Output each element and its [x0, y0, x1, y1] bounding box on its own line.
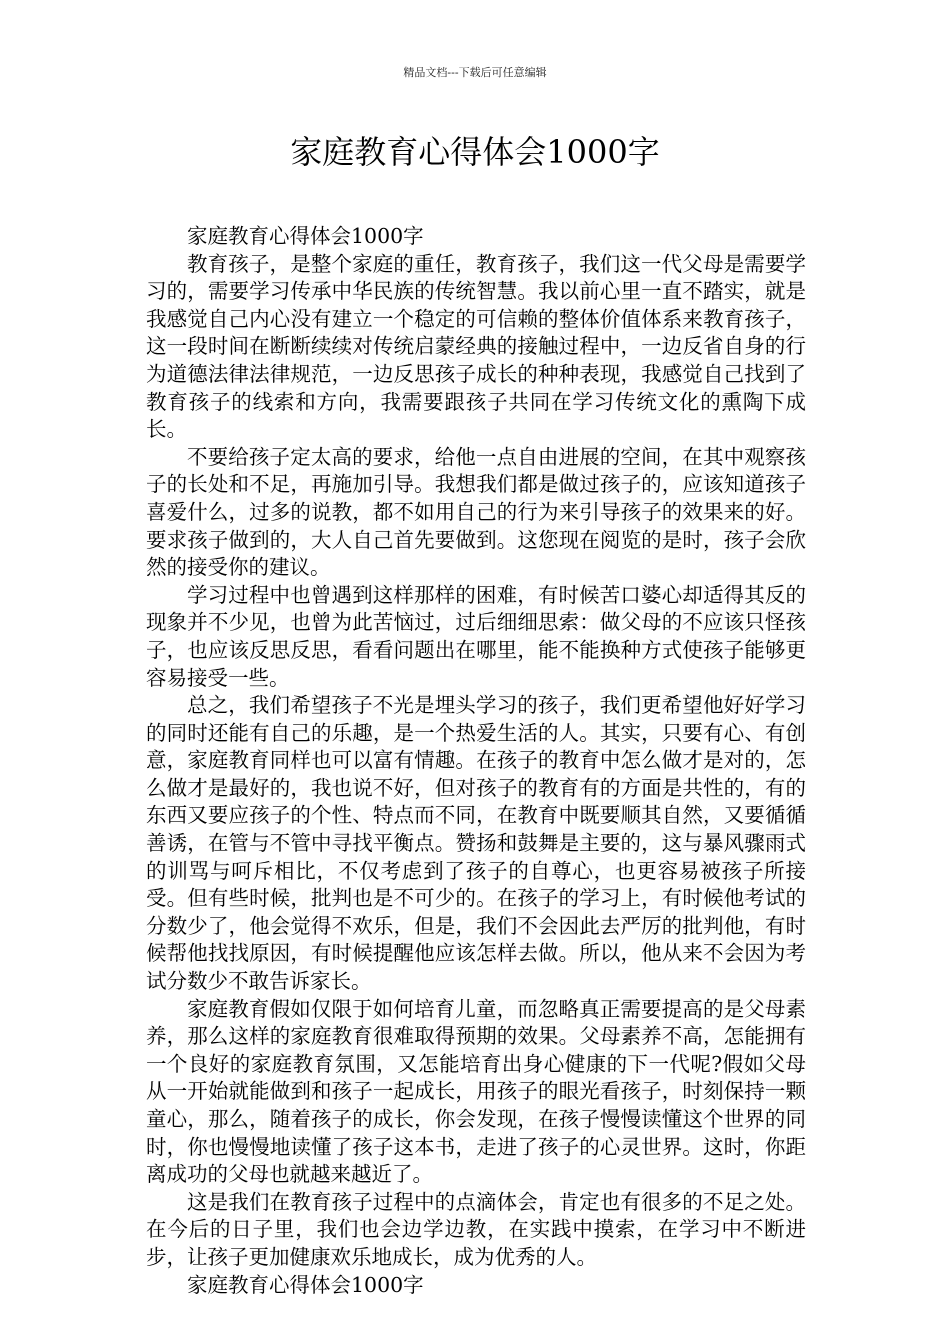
document-body	[146, 223, 806, 1299]
body-subtitle: 家庭教育心得体会1000字	[187, 224, 424, 248]
paragraph-2: 不要给孩子定太高的要求，给他一点自由进展的空间，在其中观察孩子的长处和不足，再施加引导。我想我们都是做过孩子的，应该知道孩子喜爱什么，过多的说教，都不如用自己的行为来引导孩子的效果来的好。要求孩子做到的，大人自己首先要做到。这您现在阅览的是时，孩子会欣然的接受你的建议。	[146, 444, 806, 580]
document-title: 家庭教育心得体会1000字	[290, 133, 660, 171]
footer-line: 家庭教育心得体会1000字	[187, 1272, 424, 1297]
header-note: 精品文档---下载后可任意编辑	[403, 66, 547, 79]
paragraph-1: 教育孩子，是整个家庭的重任，教育孩子，我们这一代父母是需要学习的，需要学习传承中华民族的传统智慧。我以前心里一直不踏实，就是我感觉自己内心没有建立一个稳定的可信赖的整体价值体系来教育孩子，这一段时间在断断续续对传统启蒙经典的接触过程中，一边反省自身的行为道德法律法律规范，一边反思孩子成长的种种表现，我感觉自己找到了教育孩子的线索和方向，我需要跟孩子共同在学习传统文化的熏陶下成长。	[146, 251, 806, 442]
paragraph-4: 总之，我们希望孩子不光是埋头学习的孩子，我们更希望他好好学习的同时还能有自己的乐趣，是一个热爱生活的人。其实，只要有心、有创意，家庭教育同样也可以富有情趣。在孩子的教育中怎么做才是对的，怎么做才是最好的，我也说不好，但对孩子的教育有的方面是共性的，有的东西又要应孩子的个性、特点而不同，在教育中既要顺其自然，又要循循善诱，在管与不管中寻找平衡点。赞扬和鼓舞是主要的，这与暴风骤雨式的训骂与呵斥相比，不仅考虑到了孩子的自尊心，也更容易被孩子所接受。但有些时候，批判也是不可少的。在孩子的学习上，有时候他考试的分数少了，他会觉得不欢乐，但是，我们不会因此去严厉的批判他，有时候帮他找找原因，有时候提醒他应该怎样去做。所以，他从来不会因为考试分数少不敢告诉家长。	[146, 693, 806, 994]
paragraph-3: 学习过程中也曾遇到这样那样的困难，有时候苦口婆心却适得其反的现象并不少见，也曾为此苦恼过，过后细细思索：做父母的不应该只怪孩子，也应该反思反思，看看问题出在哪里，能不能换种方式使孩子能够更容易接受一些。	[146, 582, 806, 690]
paragraph-6: 这是我们在教育孩子过程中的点滴体会，肯定也有很多的不足之处。在今后的日子里，我们也会边学边教，在实践中摸索，在学习中不断进步，让孩子更加健康欢乐地成长，成为优秀的人。	[146, 1189, 806, 1269]
paragraph-5: 家庭教育假如仅限于如何培育儿童，而忽略真正需要提高的是父母素养，那么这样的家庭教育很难取得预期的效果。父母素养不高，怎能拥有一个良好的家庭教育氛围，又怎能培育出身心健康的下一代呢?假如父母从一开始就能做到和孩子一起成长，用孩子的眼光看孩子，时刻保持一颗童心，那么，随着孩子的成长，你会发现，在孩子慢慢读懂这个世界的同时，你也慢慢地读懂了孩子这本书，走进了孩子的心灵世界。这时，你距离成功的父母也就越来越近了。	[146, 996, 806, 1187]
